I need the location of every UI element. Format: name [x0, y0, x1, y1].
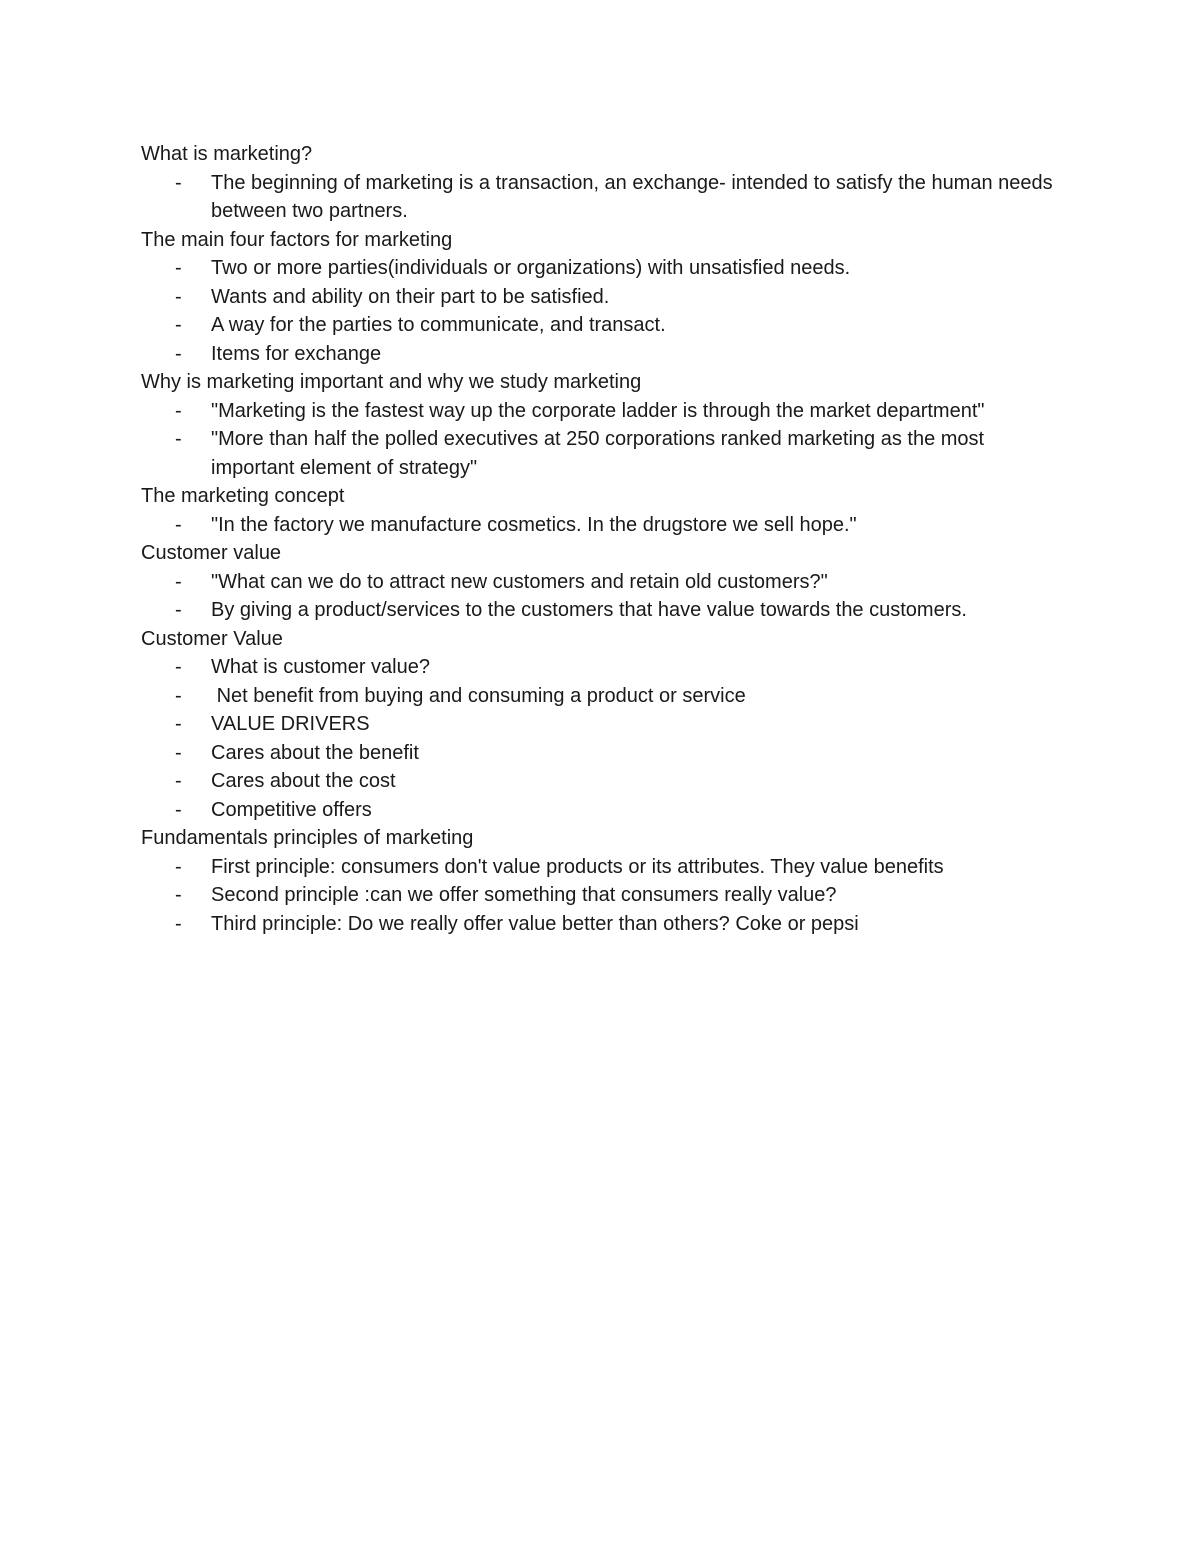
section-heading: Fundamentals principles of marketing — [141, 827, 474, 849]
bullet-item — [141, 340, 1071, 369]
bullet-text: VALUE DRIVERS — [211, 713, 370, 735]
dash-marker: - — [175, 684, 182, 707]
section — [141, 625, 1071, 825]
bullet-item — [141, 910, 1071, 939]
bullet-item — [141, 739, 1071, 768]
section — [141, 140, 1071, 226]
bullet-list — [141, 254, 1071, 368]
bullet-item — [141, 596, 1071, 625]
dash-marker: - — [175, 741, 182, 764]
bullet-text: Cares about the benefit — [211, 741, 419, 764]
bullet-text: What is customer value? — [211, 656, 430, 678]
bullet-list — [141, 853, 1071, 939]
bullet-text: Wants and ability on their part to be satisfied. — [211, 285, 610, 308]
bullet-item — [141, 853, 1071, 882]
dash-marker: - — [175, 399, 182, 422]
section-heading: What is marketing? — [141, 143, 313, 165]
bullet-text: "Marketing is the fastest way up the corporate ladder is through the market department" — [211, 399, 985, 422]
section — [141, 226, 1071, 369]
dash-marker: - — [175, 257, 182, 279]
bullet-item — [141, 682, 1071, 711]
section — [141, 539, 1071, 625]
bullet-item — [141, 511, 1071, 540]
bullet-item — [141, 425, 1071, 482]
section — [141, 824, 1071, 938]
bullet-text: "What can we do to attract new customers and retain old customers?" — [211, 570, 828, 593]
bullet-item — [141, 568, 1071, 597]
bullet-text: First principle: consumers don't value products or its attributes. They value benefits — [211, 855, 944, 878]
dash-marker: - — [175, 513, 182, 536]
dash-marker: - — [175, 285, 182, 308]
bullet-text: By giving a product/services to the customers that have value towards the customers. — [211, 599, 967, 621]
dash-marker: - — [175, 713, 182, 735]
dash-marker: - — [175, 342, 182, 365]
bullet-item — [141, 710, 1071, 739]
bullet-list — [141, 397, 1071, 483]
bullet-text: The beginning of marketing is a transaction, an exchange- intended to satisfy the human needs between two partners. — [211, 171, 1059, 222]
bullet-item — [141, 881, 1071, 910]
section-heading: The marketing concept — [141, 485, 345, 507]
bullet-list — [141, 653, 1071, 824]
dash-marker: - — [175, 428, 182, 450]
section — [141, 368, 1071, 482]
bullet-list — [141, 169, 1071, 226]
section-heading: Why is marketing important and why we study marketing — [141, 371, 642, 393]
bullet-list — [141, 511, 1071, 540]
dash-marker: - — [175, 912, 182, 935]
bullet-item — [141, 397, 1071, 426]
bullet-text: Second principle :can we offer something that consumers really value? — [211, 884, 837, 906]
bullet-text: Cares about the cost — [211, 770, 396, 792]
bullet-text: "More than half the polled executives at 250 corporations ranked marketing as the most important element of strategy" — [211, 428, 990, 479]
bullet-item — [141, 311, 1071, 340]
bullet-list — [141, 568, 1071, 625]
dash-marker: - — [175, 171, 182, 194]
bullet-item — [141, 283, 1071, 312]
section-heading: The main four factors for marketing — [141, 228, 453, 251]
dash-marker: - — [175, 884, 182, 906]
dash-marker: - — [175, 599, 182, 621]
bullet-item — [141, 767, 1071, 796]
bullet-item — [141, 254, 1071, 283]
bullet-text: Net benefit from buying and consuming a product or service — [211, 684, 746, 707]
dash-marker: - — [175, 798, 182, 821]
dash-marker: - — [175, 314, 182, 336]
dash-marker: - — [175, 770, 182, 792]
bullet-text: A way for the parties to communicate, and transact. — [211, 314, 666, 336]
bullet-text: Competitive offers — [211, 798, 372, 821]
bullet-text: Items for exchange — [211, 342, 382, 365]
bullet-item — [141, 653, 1071, 682]
bullet-item — [141, 169, 1071, 226]
bullet-text: Third principle: Do we really offer value better than others? Coke or pepsi — [211, 912, 859, 935]
document-page — [141, 140, 1071, 938]
section-heading: Customer value — [141, 542, 282, 564]
bullet-item — [141, 796, 1071, 825]
dash-marker: - — [175, 656, 182, 678]
section-heading: Customer Value — [141, 627, 283, 650]
dash-marker: - — [175, 855, 182, 878]
section — [141, 482, 1071, 539]
bullet-text: "In the factory we manufacture cosmetics. In the drugstore we sell hope." — [211, 513, 857, 536]
bullet-text: Two or more parties(individuals or organizations) with unsatisfied needs. — [211, 257, 851, 279]
dash-marker: - — [175, 570, 182, 593]
